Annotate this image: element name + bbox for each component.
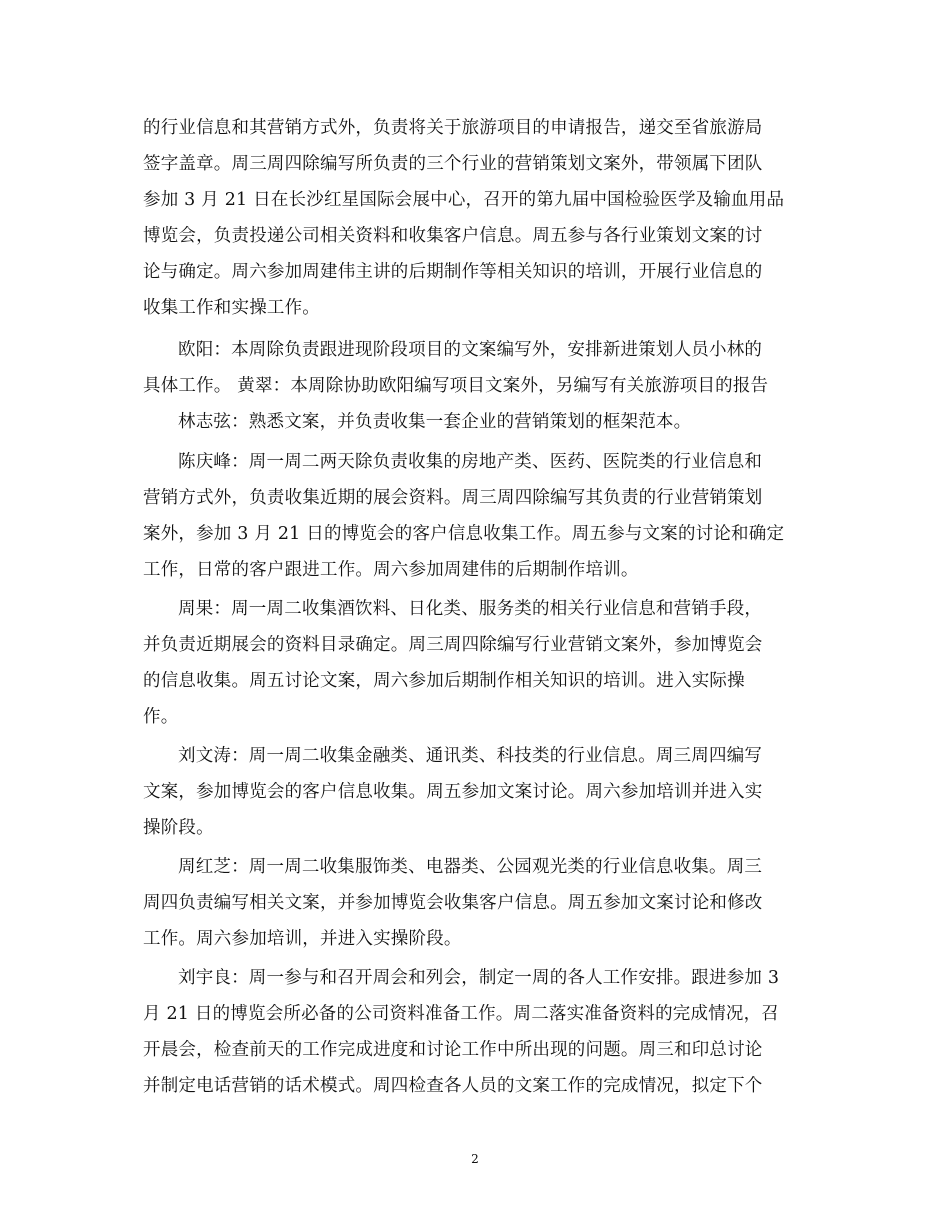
paragraph-first-line: 周果：周一周二收集酒饮料、日化类、服务类的相关行业信息和营销手段，	[178, 599, 763, 619]
text-line: 具体工作。 黄翠：本周除协助欧阳编写项目文案外，另编写有关旅游项目的报告	[143, 376, 769, 396]
text-line: 并制定电话营销的话术模式。周四检查各人员的文案工作的完成情况，拟定下个	[143, 1076, 763, 1096]
text-line: 的行业信息和其营销方式外，负责将关于旅游项目的申请报告，递交至省旅游局	[143, 118, 763, 138]
text-line: 并负责近期展会的资料目录确定。周三周四除编写行业营销文案外，参加博览会	[143, 635, 763, 655]
paragraph-first-line: 周红芝：周一周二收集服饰类、电器类、公园观光类的行业信息收集。周三	[178, 857, 763, 877]
text-line: 收集工作和实操工作。	[143, 298, 320, 318]
paragraph-first-line: 欧阳：本周除负责跟进现阶段项目的文案编写外，安排新进策划人员小林的	[178, 340, 763, 360]
text-line: 周四负责编写相关文案，并参加博览会收集客户信息。周五参加文案讨论和修改	[143, 893, 763, 913]
text-line: 开晨会，检查前天的工作完成进度和讨论工作中所出现的问题。周三和印总讨论	[143, 1040, 763, 1060]
text-line: 营销方式外，负责收集近期的展会资料。周三周四除编写其负责的行业营销策划	[143, 488, 763, 508]
text-line: 操阶段。	[143, 818, 214, 838]
text-line: 工作。周六参加培训，并进入实操阶段。	[143, 929, 462, 949]
text-line: 论与确定。周六参加周建伟主讲的后期制作等相关知识的培训，开展行业信息的	[143, 262, 763, 282]
paragraph-first-line: 陈庆峰：周一周二两天除负责收集的房地产类、医药、医院类的行业信息和	[178, 452, 763, 472]
text-line: 参加 3 月 21 日在长沙红星国际会展中心，召开的第九届中国检验医学及输血用品	[143, 190, 785, 210]
paragraph-first-line: 刘文涛：周一周二收集金融类、通讯类、科技类的行业信息。周三周四编写	[178, 746, 763, 766]
paragraph-first-line: 刘宇良：周一参与和召开周会和列会，制定一周的各人工作安排。跟进参加 3	[178, 968, 780, 988]
page-number: 2	[471, 1152, 479, 1166]
text-line: 作。	[143, 707, 179, 727]
paragraph-first-line: 林志弦：熟悉文案，并负责收集一套企业的营销策划的框架范本。	[178, 412, 692, 432]
text-line: 签字盖章。周三周四除编写所负责的三个行业的营销策划文案外，带领属下团队	[143, 154, 763, 174]
text-line: 的信息收集。周五讨论文案，周六参加后期制作相关知识的培训。进入实际操	[143, 671, 745, 691]
text-line: 博览会，负责投递公司相关资料和收集客户信息。周五参与各行业策划文案的讨	[143, 226, 763, 246]
text-line: 文案，参加博览会的客户信息收集。周五参加文案讨论。周六参加培训并进入实	[143, 782, 763, 802]
text-line: 月 21 日的博览会所必备的公司资料准备工作。周二落实准备资料的完成情况，召	[143, 1004, 779, 1024]
text-line: 工作，日常的客户跟进工作。周六参加周建伟的后期制作培训。	[143, 560, 639, 580]
text-line: 案外，参加 3 月 21 日的博览会的客户信息收集工作。周五参与文案的讨论和确定	[143, 524, 785, 544]
